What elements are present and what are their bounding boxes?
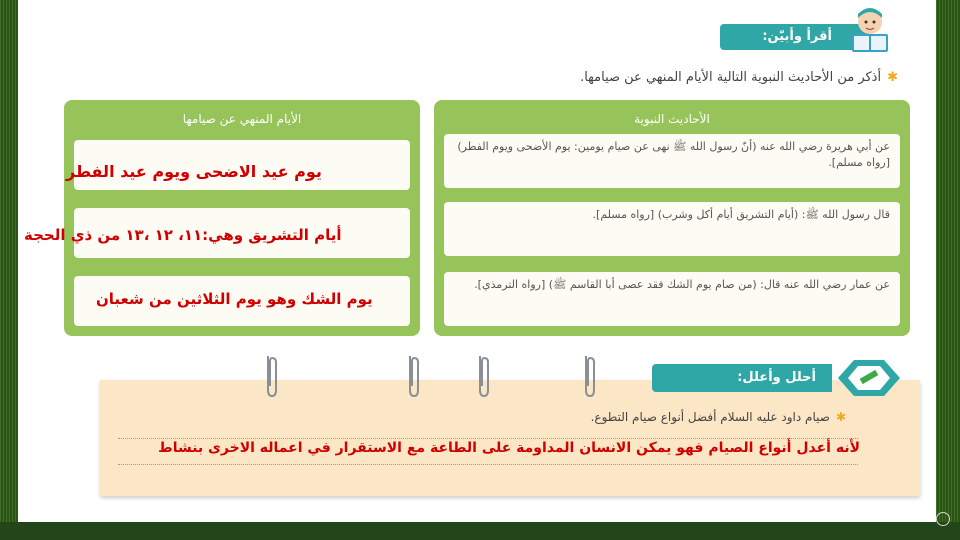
slide [18, 0, 936, 522]
forbidden-days-panel-title: الأيام المنهي عن صيامها [182, 112, 302, 126]
hadith-panel-title: الأحاديث النبوية [634, 112, 710, 126]
hadith-text: عن عمار رضي الله عنه قال: (من صام يوم الشك فقد عصى أبا القاسم ﷺ) [رواه الترمذي]. [474, 278, 890, 291]
answer-text: يوم الشك وهو يوم الثلاثين من شعبان [96, 290, 373, 308]
section-header: أقرأ وأبيّن: [720, 24, 870, 50]
note-prompt-text: صيام داود عليه السلام أفضل أنواع صيام التطوع. [590, 410, 830, 424]
note-answer: لأنه أعدل أنواع الصيام فهو يمكن الانسان المداومة على الطاعة مع الاستقرار في اعماله الاخرى بنشاط [158, 440, 860, 456]
answer-text: يوم عيد الاضحى ويوم عيد الفطر [66, 162, 322, 181]
hadith-row [444, 202, 900, 256]
paperclip-icon [580, 352, 600, 398]
note-prompt [346, 410, 846, 424]
left-border-decoration [0, 0, 18, 540]
note-header: أحلل وأعلل: [652, 364, 832, 392]
bottom-border [0, 522, 960, 540]
hadith-row [444, 272, 900, 326]
paperclip-icon [474, 352, 494, 398]
slide-number-circle [936, 512, 950, 526]
pencil-icon [834, 358, 904, 398]
right-border-decoration [936, 0, 960, 540]
instruction-text [338, 70, 898, 85]
paperclip-icon [404, 352, 424, 398]
hadith-row [444, 134, 900, 188]
star-icon: ✱ [835, 410, 846, 424]
instruction-label: أذكر من الأحاديث النبوية التالية الأيام المنهي عن صيامها. [580, 70, 882, 85]
reading-student-icon [844, 4, 896, 56]
answer-text: أيام التشريق وهي:١١، ١٢ ،١٣ من ذي الحجة [24, 226, 342, 244]
star-icon: ✱ [887, 70, 898, 85]
dotted-line [118, 464, 858, 465]
dotted-line [118, 438, 858, 439]
paperclip-icon [262, 352, 282, 398]
hadith-text: قال رسول الله ﷺ: (أيام التشريق أيام أكل وشرب) [رواه مسلم]. [592, 208, 890, 221]
hadith-panel [434, 100, 910, 336]
hadith-text: عن أبي هريرة رضي الله عنه (أنّ رسول الله ﷺ نهى عن صيام يومين: يوم الأضحى ويوم الفطر) [رواه مسلم]. [457, 140, 890, 169]
